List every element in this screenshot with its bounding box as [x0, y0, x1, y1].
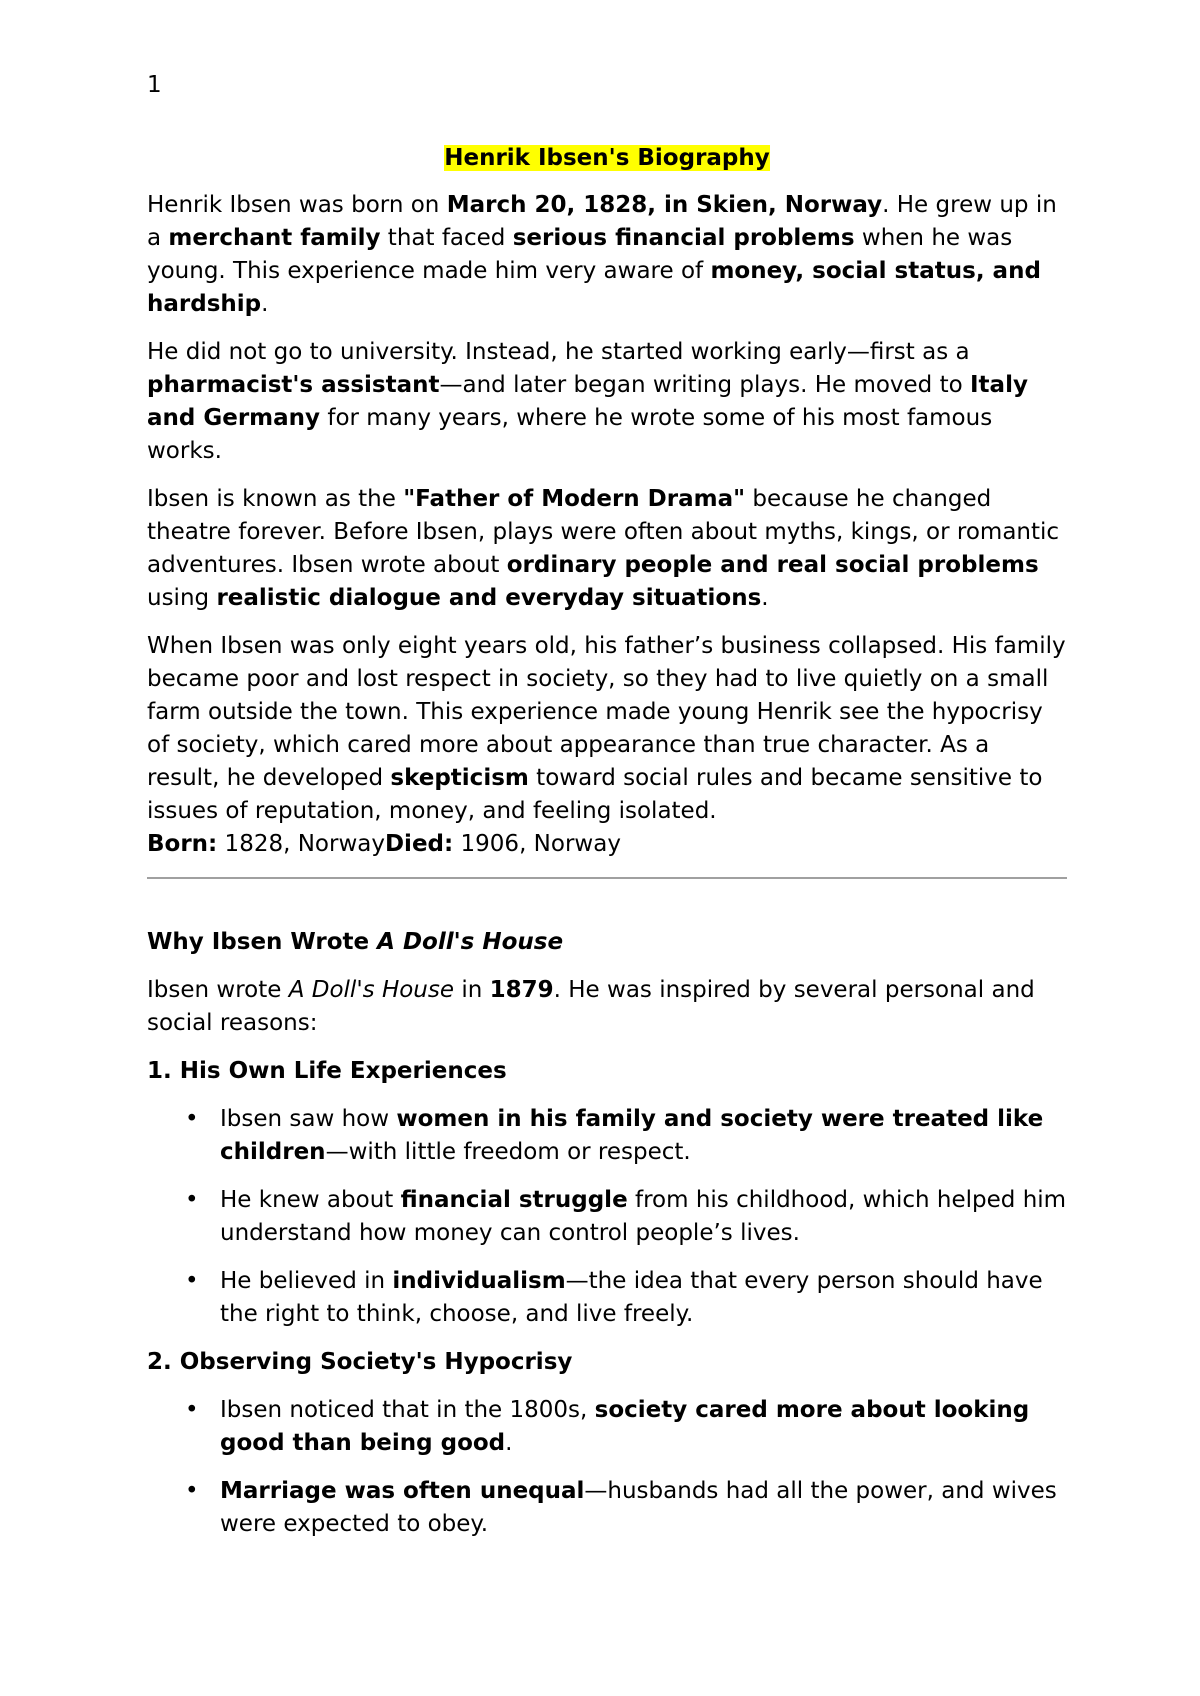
text-run: —with little freedom or respect. [325, 1139, 691, 1165]
text-run: 1906, Norway [453, 831, 621, 857]
bold-text: individualism [392, 1268, 566, 1294]
bold-text: March 20, 1828, in Skien, Norway [446, 192, 883, 218]
text-run: Henrik Ibsen was born on [147, 192, 447, 218]
bold-text: Why Ibsen Wrote [147, 929, 378, 955]
section-intro [147, 974, 1067, 1040]
text-run: toward social rules and became sensitive to issues of reputation, money, and feeling isolated. [147, 765, 1043, 824]
bold-text: money, social status, and hardship [147, 258, 1041, 317]
subheading-hypocrisy: 2. Observing Society's Hypocrisy [147, 1349, 573, 1375]
bold-text: A Doll's House [377, 929, 564, 955]
text-run: Ibsen noticed that in the 1800s, [220, 1397, 595, 1423]
text-run: He believed in [220, 1268, 393, 1294]
text-run: Ibsen is known as the [147, 486, 404, 512]
bullet-icon: • [185, 1268, 199, 1294]
text-run: —and later began writing plays. He moved to [439, 372, 970, 398]
bullet-icon: • [185, 1397, 199, 1423]
bullet-icon: • [185, 1106, 199, 1132]
bold-text: ordinary people and real social problems [506, 552, 1039, 578]
bold-text: financial struggle [400, 1187, 628, 1213]
bold-text: Born: [147, 831, 218, 857]
text-run: . He grew up in a [147, 192, 1057, 251]
page-title [147, 142, 1067, 175]
list-item [147, 1475, 1067, 1541]
text-run: . [261, 291, 269, 317]
text-run: He knew about [220, 1187, 401, 1213]
text-run: . [761, 585, 769, 611]
section-divider [147, 877, 1067, 879]
document-body [147, 142, 1067, 1556]
list-item [147, 1103, 1067, 1169]
list-item [147, 1394, 1067, 1460]
bold-text: skepticism [390, 765, 529, 791]
list-item [147, 1265, 1067, 1331]
text-run: Ibsen wrote [147, 977, 289, 1003]
text-run: when he was young. This experience made him very aware of [147, 225, 1013, 284]
bold-text: serious financial problems [512, 225, 855, 251]
bio-paragraph-4 [147, 630, 1067, 828]
text-run: that faced [380, 225, 513, 251]
italic-text: A Doll's House [288, 977, 455, 1003]
text-run: —the idea that every person should have the right to think, choose, and live freely. [220, 1268, 1043, 1327]
bio-paragraph-3 [147, 483, 1067, 615]
bold-text: Died: [384, 831, 454, 857]
page-title-text: Henrik Ibsen's Biography [444, 145, 770, 171]
page-number: 1 [147, 72, 162, 98]
subheading-life-experiences: 1. His Own Life Experiences [147, 1058, 507, 1084]
text-run: 1828, Norway [217, 831, 385, 857]
bold-text: merchant family [168, 225, 381, 251]
text-run: because he changed theatre forever. Before Ibsen, plays were often about myths, kings, or romantic adventures. Ibsen wrote about [147, 486, 1060, 578]
bold-text: pharmacist's assistant [147, 372, 440, 398]
text-run: . [505, 1430, 513, 1456]
bullet-icon: • [185, 1478, 199, 1504]
list-item [147, 1184, 1067, 1250]
bold-text: society cared more about looking good than being good [220, 1397, 1030, 1456]
section-heading [147, 926, 1067, 959]
text-run: for many years, where he wrote some of his most famous works. [147, 405, 993, 464]
bold-text: Italy and Germany [147, 372, 1028, 431]
bold-text: Marriage was often unequal [220, 1478, 585, 1504]
list-hypocrisy [147, 1394, 1067, 1541]
text-run: Ibsen saw how [220, 1106, 397, 1132]
text-run: He did not go to university. Instead, he started working early—first as a [147, 339, 970, 365]
bold-text: realistic dialogue and everyday situations [216, 585, 762, 611]
bullet-icon: • [185, 1187, 199, 1213]
text-run: . He was inspired by several personal and social reasons: [147, 977, 1035, 1036]
text-run: in [454, 977, 490, 1003]
bio-paragraph-1 [147, 189, 1067, 321]
bio-paragraph-2 [147, 336, 1067, 468]
bold-text: 1879 [489, 977, 554, 1003]
text-run: —husbands had all the power, and wives were expected to obey. [220, 1478, 1057, 1537]
bio-facts [147, 828, 1067, 861]
list-life-experiences [147, 1103, 1067, 1331]
text-run: When Ibsen was only eight years old, his father’s business collapsed. His family became poor and lost respect in society, so they had to live quietly on a small farm outside the town. This experience made young Henrik see the hypocrisy of society, which cared more about appearance than true character. As a result, he developed [147, 633, 1066, 791]
bold-text: women in his family and society were treated like children [220, 1106, 1044, 1165]
text-run: using [147, 585, 217, 611]
bold-text: "Father of Modern Drama" [403, 486, 746, 512]
text-run: from his childhood, which helped him understand how money can control people’s lives. [220, 1187, 1067, 1246]
